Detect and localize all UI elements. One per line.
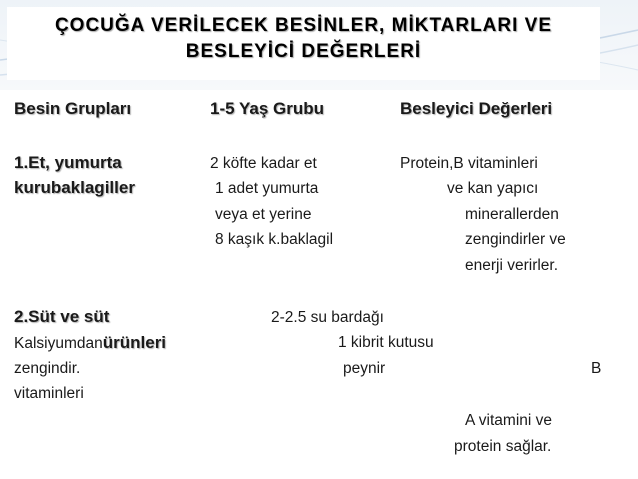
header-nutritional-values: Besleyici Değerleri <box>400 99 553 118</box>
group2-line2 <box>14 332 166 355</box>
group1-amount-4: 8 kaşık k.baklagil <box>215 231 334 248</box>
group2-line3: zengindir. <box>14 360 81 377</box>
group2-line4: vitaminleri <box>14 385 84 402</box>
group1-value-4: zengindirler ve <box>465 231 566 248</box>
group1-amount-2: 1 adet yumurta <box>215 180 319 197</box>
group2-amount-1: 2-2.5 su bardağı <box>271 309 384 326</box>
group1-name-line1: 1.Et, yumurta <box>14 153 122 172</box>
group2-value-3: B <box>591 360 602 377</box>
group1-value-2: ve kan yapıcı <box>447 180 539 197</box>
title-line-2: BESLEYİCİ DEĞERLERİ <box>185 41 422 62</box>
header-food-groups: Besin Grupları <box>14 99 132 118</box>
group1-value-1: Protein,B vitaminleri <box>400 155 538 172</box>
group2-amount-2: 1 kibrit kutusu <box>338 334 434 351</box>
group1-value-5: enerji verirler. <box>465 257 559 274</box>
group1-name-line2: kurubaklagiller <box>14 178 135 197</box>
group2-amount-3: peynir <box>343 360 386 377</box>
group1-value-3: minerallerden <box>465 206 559 223</box>
group1-amount-3: veya et yerine <box>215 206 312 223</box>
header-age-group: 1-5 Yaş Grubu <box>210 99 325 118</box>
group2-name-line1: 2.Süt ve süt <box>14 307 110 326</box>
slide-title <box>7 13 600 65</box>
group2-line2-text: Kalsiyumdan <box>14 335 103 352</box>
group2-line2-bold: ürünleri <box>102 333 167 352</box>
title-line-1: ÇOCUĞA VERİLECEK BESİNLER, MİKTARLARI VE <box>54 15 553 36</box>
group2-value-6: protein sağlar. <box>454 438 552 455</box>
group2-value-5: A vitamini ve <box>465 412 553 429</box>
group1-amount-1: 2 köfte kadar et <box>210 155 317 172</box>
